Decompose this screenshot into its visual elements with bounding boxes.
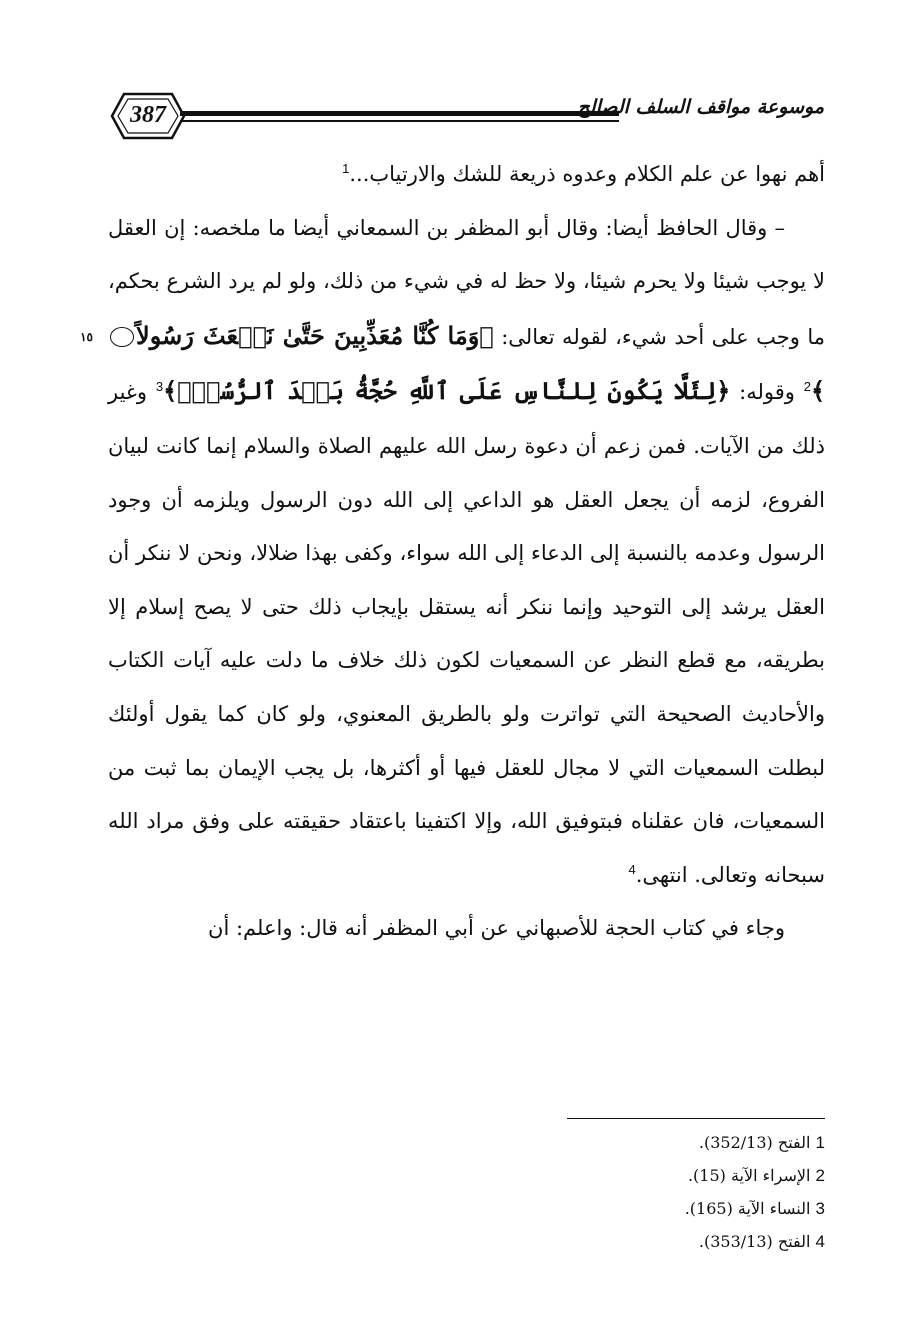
page-number: 387	[130, 102, 166, 128]
footnote-1-num: 1	[815, 1133, 825, 1152]
header-rule-thick	[180, 111, 619, 116]
footnote-2	[400, 1159, 825, 1192]
footnote-3-text: النساء الآية (165).	[684, 1199, 811, 1218]
paragraph-2-text-b: وقوله:	[739, 380, 795, 405]
quran-verse-1-text: ﴿وَمَا كُنَّا مُعَذِّبِينَ حَتَّىٰ نَبۡعَثَ رَسُولاً	[136, 320, 494, 350]
quran-verse-1-close: ﴾	[810, 376, 826, 406]
paragraph-1	[108, 148, 825, 202]
paragraph-2-text-c: وغير ذلك من الآيات. فمن زعم أن دعوة رسل الله عليهم الصلاة والسلام إنما كانت لبيان الفروع، لزمه أن يجعل العقل هو الداعي إلى الله دون الرسول ويلزمه أن وجود الرسول وعدمه بالنسبة إلى الدعاء إلى الله سواء، وكفى بهذا ضلالا، ونحن لا ننكر أن العقل يرشد إلى التوحيد وإنما ننكر أنه يستقل بإيجاب ذلك حتى لا يصح إسلام إلا بطريقه، مع قطع النظر عن السمعيات لكون ذلك خلاف ما دلت عليه آيات الكتاب والأحاديث الصحيحة التي تواترت ولو بالطريق المعنوي، ولو كان كما يقول أولئك لبطلت السمعيات التي لا مجال للعقل فيها أو أكثرها، بل يجب الإيمان بما ثبت من السمعيات، فان عقلناه فبتوفيق الله، وإلا اكتفينا باعتقاد حقيقته على وفق مراد الله سبحانه وتعالى. انتهى.	[108, 380, 825, 887]
footnote-1	[400, 1126, 825, 1159]
header-rule-thin	[180, 120, 619, 122]
series-title: موسوعة مواقف السلف الصالح	[577, 96, 824, 118]
footnote-ref-2: 2	[803, 379, 811, 395]
paragraph-1-text: أهم نهوا عن علم الكلام وعدوه ذريعة للشك والارتياب...	[349, 162, 825, 186]
footnotes	[400, 1126, 825, 1258]
footnote-2-text: الإسراء الآية (15).	[687, 1166, 811, 1185]
paragraph-3-text: وجاء في كتاب الحجة للأصبهاني عن أبي المظفر أنه قال: واعلم: أن	[208, 916, 785, 941]
page-header	[110, 92, 824, 140]
footnote-separator	[567, 1118, 825, 1119]
footnote-4-text: الفتح (353/13).	[698, 1232, 811, 1251]
body-text	[80, 148, 826, 956]
paragraph-2-text-a: – وقال الحافظ أيضا: وقال أبو المظفر بن السمعاني أيضا ما ملخصه: إن العقل لا يوجب شيئا ولا يحرم شيئا، ولا حظ له في شيء من ذلك، ولو لم يرد الشرع بحكم، ما وجب على أحد شيء، لقوله تعالى:	[108, 215, 825, 349]
quran-verse-2: ﴿لِئَلَّا يَكُونَ لِلنَّاسِ عَلَى ٱللَّهِ حُجَّةُۢ بَعۡدَ ٱلرُّسُلِۚ﴾	[163, 376, 731, 406]
paragraph-3	[108, 902, 825, 956]
footnote-ref-1: 1	[342, 161, 350, 176]
footnote-4-num: 4	[815, 1232, 825, 1251]
footnote-3-num: 3	[815, 1199, 825, 1218]
footnote-3	[400, 1192, 825, 1225]
footnote-ref-3: 3	[155, 379, 164, 395]
page-number-badge	[110, 92, 186, 140]
footnote-1-text: الفتح (352/13).	[698, 1133, 811, 1152]
paragraph-2	[80, 202, 826, 903]
footnote-2-num: 2	[815, 1166, 825, 1185]
ayah-marker: ١٥	[110, 327, 134, 347]
footnote-ref-4: 4	[628, 861, 636, 877]
footnote-4	[400, 1225, 825, 1258]
